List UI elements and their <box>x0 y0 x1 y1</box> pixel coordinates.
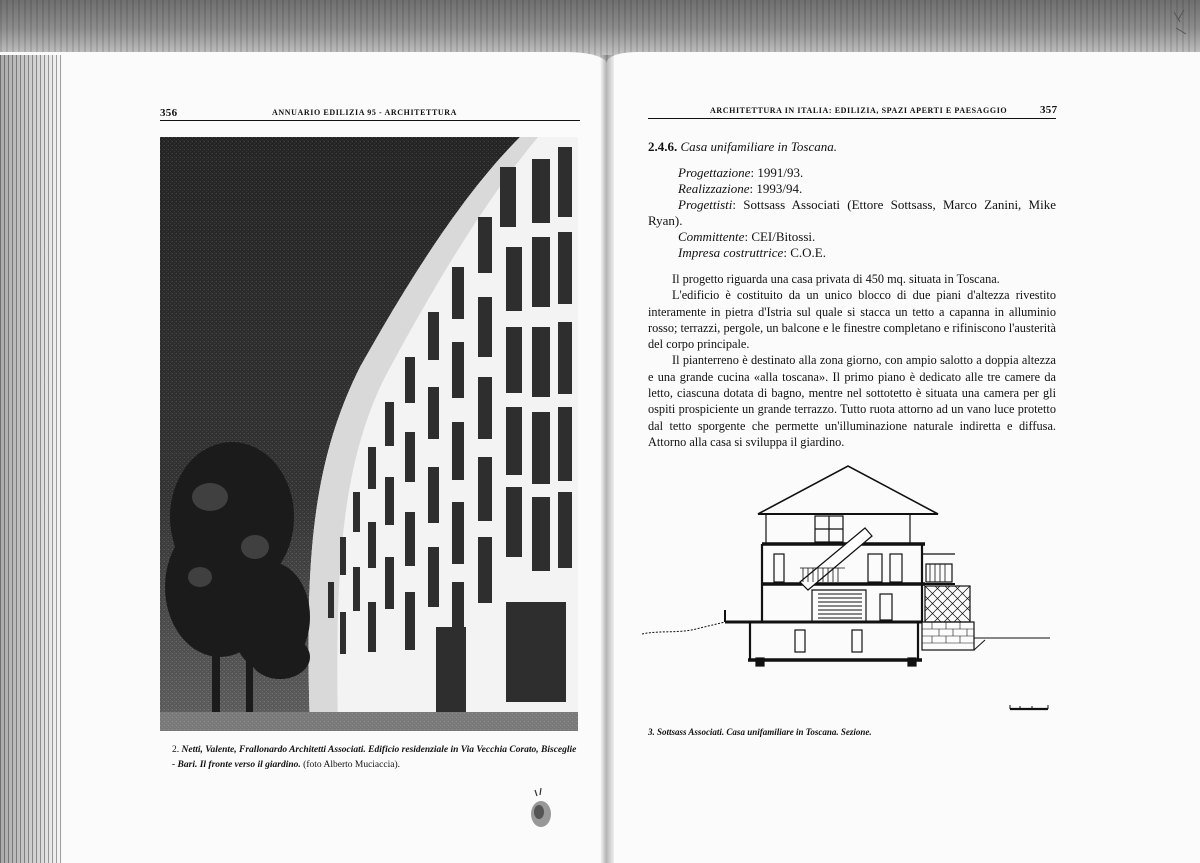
caption-continuation: - Bari. Il fronte verso il giardino. <box>172 760 301 770</box>
right-page-number: 357 <box>1040 104 1058 116</box>
paragraph: L'edificio è costituito da un unico blocco di due piani d'altezza rivestito interamente in pietra d'Istria sul quale si stacca un tetto a capanna in alluminio rosso; terrazzi, pergole, un balcone e le finestre completano e rifiniscono l'austerità del corpo principale. <box>648 288 1056 352</box>
house-section-drawing <box>640 462 1060 717</box>
page-edge-shadow <box>0 55 64 863</box>
meta-progettazione: Progettazione: 1991/93. <box>678 165 804 180</box>
ink-stain <box>527 788 553 830</box>
left-figure-caption <box>172 743 592 773</box>
meta-progettisti: Progettisti: Sottsass Associati (Ettore Sottsass, Marco Zanini, Mike Ryan). <box>648 197 1056 228</box>
body-text <box>648 271 1056 450</box>
caption-authors-title: Netti, Valente, Frallonardo Architetti Associati. Edificio residenziale in Via Vecchia Corato, Bisceglie <box>181 745 577 755</box>
meta-committente: Committente: CEI/Bitossi. <box>678 229 816 244</box>
project-meta <box>648 165 1056 261</box>
right-header-rule <box>648 118 1056 119</box>
caption-credit: (foto Alberto Muciaccia). <box>303 760 400 770</box>
scan-artifact <box>1170 8 1192 48</box>
paragraph: Il progetto riguarda una casa privata di 450 mq. situata in Toscana. <box>672 272 1000 286</box>
right-running-head: ARCHITETTURA IN ITALIA: EDILIZIA, SPAZI APERTI E PAESAGGIO <box>710 106 1008 115</box>
meta-realizzazione: Realizzazione: 1993/94. <box>678 181 803 196</box>
right-figure-caption: 3. Sottsass Associati. Casa unifamiliare in Toscana. Sezione. <box>648 727 872 737</box>
paragraph: Il pianterreno è destinato alla zona giorno, con ampio salotto a doppia altezza e una grande cucina «alla toscana». Il primo piano è dedicato alle tre camere da letto, ciascuna dotata di bagno, mentre nel sottotetto è situata una camera per gli ospiti prospiciente un grande terrazzo. Tutto ruota attorno ad un vano luce protetto dal tetto sporgente che permette un'illuminazione naturale indiretta e diffusa. Attorno alla casa si sviluppa il giardino. <box>648 353 1056 449</box>
section-number: 2.4.6. <box>648 139 678 154</box>
section-heading <box>648 139 837 155</box>
meta-impresa: Impresa costruttrice: C.O.E. <box>678 245 826 260</box>
left-header-rule <box>160 120 580 121</box>
book-gutter <box>600 55 614 863</box>
section-title: Casa unifamiliare in Toscana. <box>680 139 838 154</box>
building-photo <box>160 137 578 731</box>
left-running-head: ANNUARIO EDILIZIA 95 - ARCHITETTURA <box>272 108 458 117</box>
caption-number: 2. <box>172 745 180 755</box>
left-page-number: 356 <box>160 107 178 119</box>
